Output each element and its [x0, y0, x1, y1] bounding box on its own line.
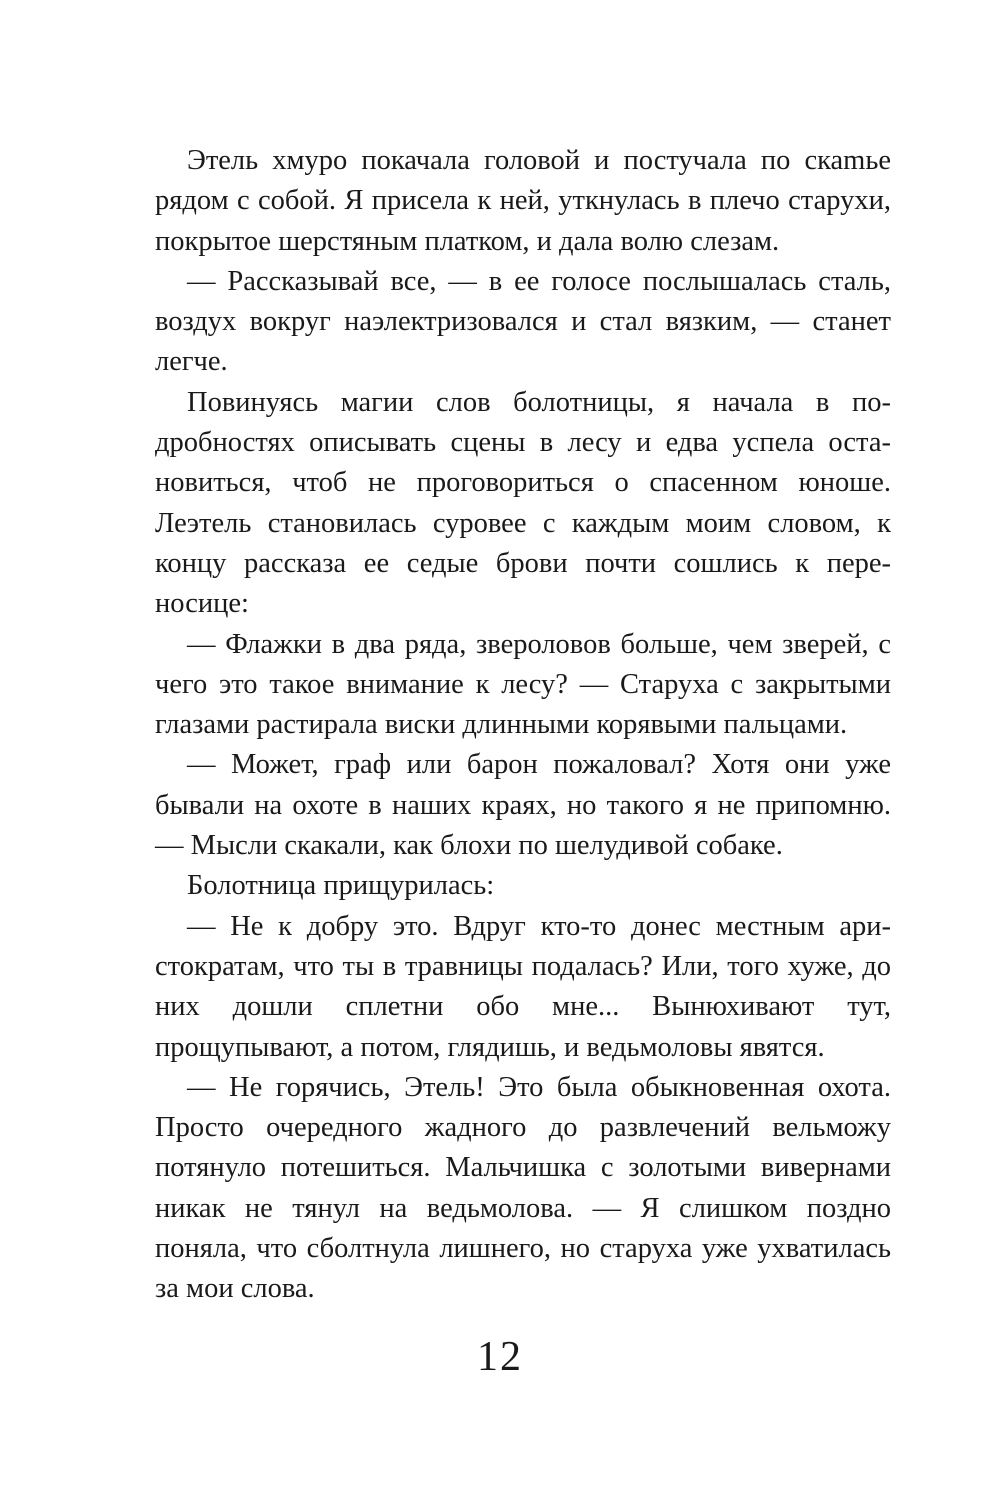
paragraph: — Рассказывай все, — в ее голосе послышалась сталь, воздух вокруг наэлектризовался и стал вязким, — станет легче.	[155, 265, 891, 378]
page-number: 12	[477, 1334, 523, 1380]
paragraph: — Не к добру это. Вдруг кто-то донес местным аристократам, что ты в травницы подалась? Или, того хуже, до них дошли сплетни обо мне... Вынюхивают тут, прощупывают, а потом, глядишь, и ведьмоловы явятся.	[155, 910, 891, 1063]
page-body	[155, 141, 891, 1310]
paragraph: Повинуясь магии слов болотницы, я начала в подробностях описывать сцены в лесу и едва успела остановиться, чтоб не проговориться о спасенном юноше. Леэтель становилась суровее с каждым моим словом, к концу рассказа ее седые брови почти сошлись к переносице:	[155, 386, 891, 620]
paragraph: — Может, граф или барон пожаловал? Хотя они уже бывали на охоте в наших краях, но такого я не припомню. — Мысли скакали, как блохи по шелудивой собаке.	[155, 749, 891, 862]
paragraph: Болотница прищурилась:	[187, 870, 495, 902]
paragraph: — Флажки в два ряда, звероловов больше, чем зверей, с чего это такое внимание к лесу? — Старуха с закрытыми глазами растирала виски длинными корявыми пальцами.	[155, 628, 891, 741]
paragraph: — Не горячись, Этель! Это была обыкновенная охота. Просто очередного жадного до развлечений вельможу потянуло потешиться. Мальчишка с золотыми вивернами никак не тянул на ведьмолова. — Я слишком поздно поняла, что сболтнула лишнего, но старуха уже ухватилась за мои слова.	[155, 1071, 891, 1305]
paragraph: Этель хмуро покачала головой и постучала по скаmье рядом с собой. Я присела к ней, уткнулась в плечо старухи, покрытое шерстяным платком, и дала волю слезам.	[155, 145, 891, 257]
